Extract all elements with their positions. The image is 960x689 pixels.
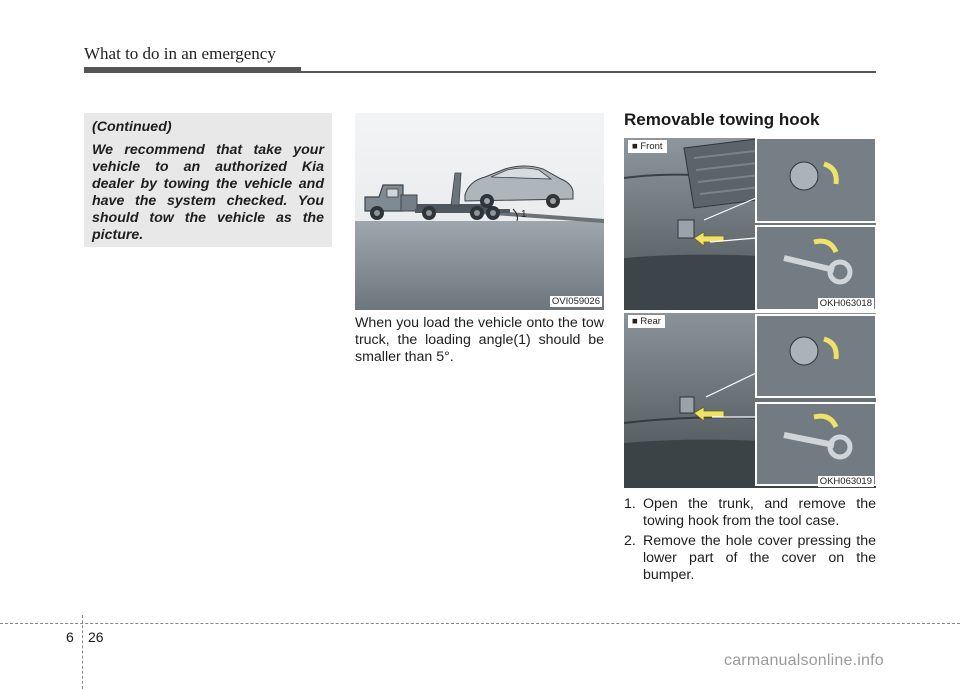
note-body: We recommend that take your vehicle to an authorized Kia dealer by towing the vehicle and have the system checked. You should tow the vehicle as the picture. [92, 142, 324, 243]
step-number: 2. [624, 533, 636, 549]
caution-note-box [84, 113, 332, 247]
figure1-caption: When you load the vehicle onto the tow truck, the loading angle(1) should be smaller than 5°. [355, 315, 604, 365]
step-item [624, 496, 876, 530]
angle-label: 1 [521, 209, 527, 220]
step-text: Open the trunk, and remove the towing hook from the tool case. [643, 496, 876, 529]
towing-steps-list [624, 496, 876, 587]
front-figure-code: OKH063018 [819, 298, 872, 309]
header-rule [84, 71, 876, 73]
footer-rule [0, 623, 960, 624]
tow-truck-illustration [355, 113, 604, 310]
towing-hook-heading: Removable towing hook [624, 110, 820, 129]
rear-tag: ■ Rear [628, 315, 665, 328]
section-title: What to do in an emergency [84, 44, 276, 63]
page-number: 26 [88, 629, 104, 645]
rear-bumper-drawing [624, 313, 876, 488]
rear-bumper-illustration [624, 313, 876, 488]
watermark: carmanualsonline.info [724, 652, 884, 669]
figure-code: OVI059026 [551, 296, 600, 307]
tow-truck-drawing [355, 113, 604, 310]
front-bumper-illustration [624, 138, 876, 310]
step-text: Remove the hole cover pressing the lower part of the cover on the bumper. [643, 533, 876, 583]
front-tag: ■ Front [628, 140, 667, 153]
chapter-number: 6 [66, 629, 74, 645]
step-item [624, 533, 876, 584]
front-bumper-drawing [624, 138, 876, 310]
rear-figure-code: OKH063019 [819, 476, 872, 487]
note-heading: (Continued) [92, 119, 172, 135]
step-number: 1. [624, 496, 636, 512]
footer-divider [82, 615, 83, 689]
